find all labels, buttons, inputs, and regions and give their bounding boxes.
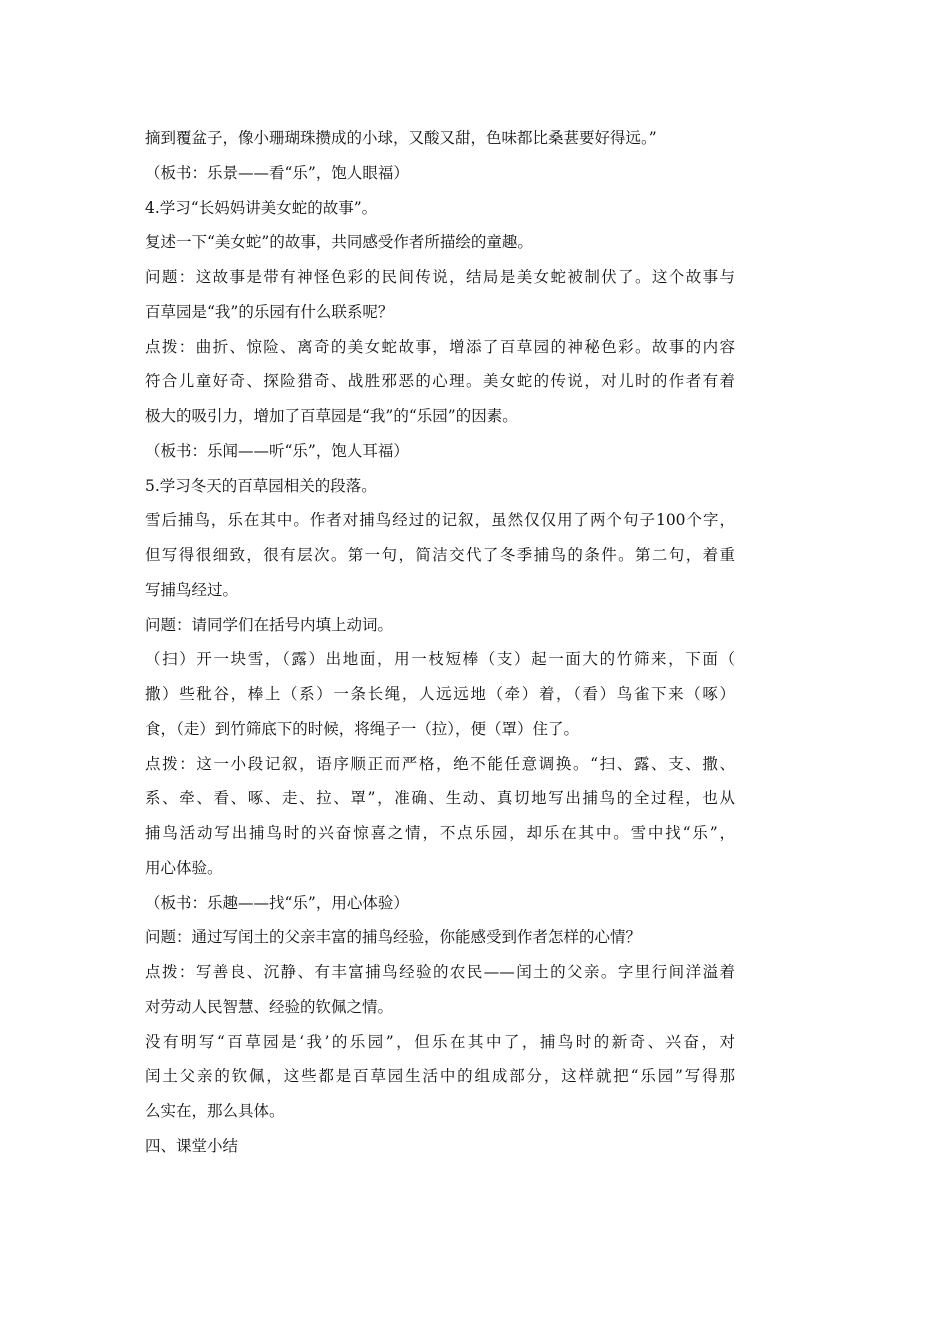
text-line: （扫）开一块雪，（露）出地面，用一枝短棒（支）起一面大的竹筛来，下面（ (145, 650, 735, 669)
text-line: 符合儿童好奇、探险猎奇、战胜邪恶的心理。美女蛇的传说，对儿时的作者有着 (145, 372, 735, 391)
text-line: 问题：通过写闰土的父亲丰富的捕鸟经验，你能感受到作者怎样的心情？ (145, 928, 642, 947)
text-line: 写捕鸟经过。 (145, 580, 239, 599)
text-line: 4.学习“长妈妈讲美女蛇的故事”。 (145, 198, 378, 217)
text-line: 食，（走）到竹筛底下的时候，将绳子一（拉），便（罩）住了。 (145, 719, 580, 738)
text-line: 点拨：曲折、惊险、离奇的美女蛇故事，增添了百草园的神秘色彩。故事的内容 (145, 337, 735, 356)
text-line: （板书：乐闻——听“乐”，饱人耳福） (145, 441, 409, 460)
page-body-text (145, 121, 735, 1164)
text-line: （板书：乐景——看“乐”，饱人眼福） (145, 163, 409, 182)
text-line: 但写得很细致，很有层次。第一句，简洁交代了冬季捕鸟的条件。第二句，着重 (145, 546, 735, 564)
text-line: 5.学习冬天的百草园相关的段落。 (145, 476, 377, 495)
text-line: 四、课堂小结 (145, 1136, 239, 1155)
text-line: 摘到覆盆子，像小珊瑚珠攒成的小球，又酸又甜，色味都比桑葚要好得远。” (145, 129, 657, 147)
text-line: 问题：这故事是带有神怪色彩的民间传说，结局是美女蛇被制伏了。这个故事与 (145, 268, 735, 286)
text-line: 极大的吸引力，增加了百草园是“我”的“乐园”的因素。 (145, 407, 518, 425)
text-line: 复述一下“美女蛇”的故事，共同感受作者所描绘的童趣。 (145, 233, 533, 252)
text-line: 雪后捕鸟，乐在其中。作者对捕鸟经过的记叙，虽然仅仅用了两个句子100个字， (145, 511, 735, 530)
text-line: 系、牵、看、啄、走、拉、罩”，准确、生动、真切地写出捕鸟的全过程，也从 (145, 789, 735, 808)
text-line: 撒）些秕谷，棒上（系）一条长绳，人远远地（牵）着，（看）鸟雀下来（啄） (145, 685, 735, 703)
text-line: 没有明写“百草园是‘我’的乐园”，但乐在其中了，捕鸟时的新奇、兴奋，对 (145, 1032, 735, 1051)
text-line: 点拨：写善良、沉静、有丰富捕鸟经验的农民——闰土的父亲。字里行间洋溢着 (145, 963, 735, 981)
text-line: 么实在，那么具体。 (145, 1102, 285, 1120)
text-line: 对劳动人民智慧、经验的钦佩之情。 (145, 997, 394, 1016)
text-line: 问题：请同学们在括号内填上动词。 (145, 615, 394, 634)
text-line: 百草园是“我”的乐园有什么联系呢？ (145, 302, 394, 321)
text-line: 用心体验。 (145, 858, 223, 877)
text-line: 点拨：这一小段记叙，语序顺正而严格，绝不能任意调换。“扫、露、支、撒、 (145, 754, 735, 773)
text-line: 闰土父亲的钦佩，这些都是百草园生活中的组成部分，这样就把“乐园”写得那 (145, 1067, 735, 1086)
text-line: （板书：乐趣——找“乐”，用心体验） (145, 893, 409, 912)
text-line: 捕鸟活动写出捕鸟时的兴奋惊喜之情，不点乐园，却乐在其中。雪中找“乐”， (145, 824, 735, 842)
